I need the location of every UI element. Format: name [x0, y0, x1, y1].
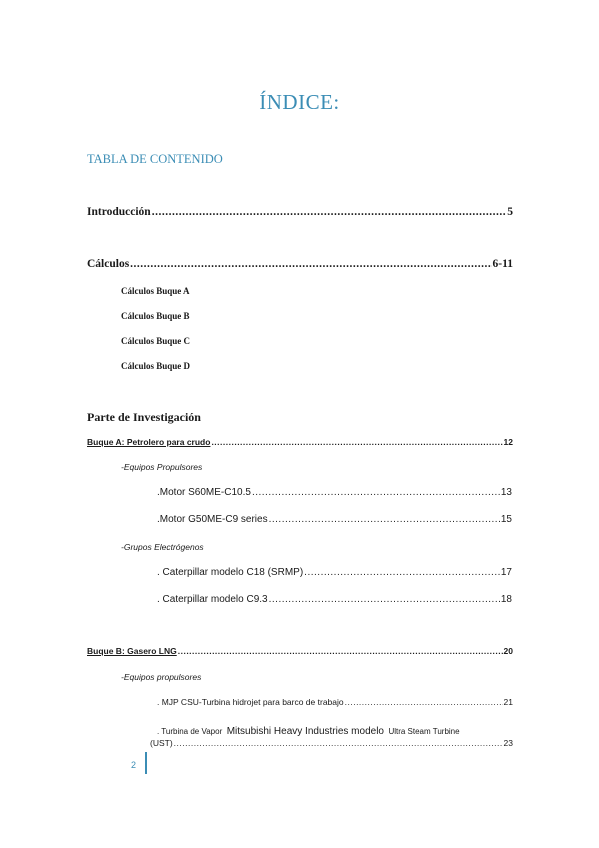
page-title: ÍNDICE: — [259, 90, 340, 114]
toc-entry-motor-s60[interactable] — [157, 487, 512, 498]
toc-entry-label-part2: Mitsubishi Heavy Industries modelo — [226, 726, 384, 737]
toc-entry-page: 13 — [500, 487, 512, 498]
toc-entry-label: . Caterpillar modelo C18 (SRMP) — [157, 567, 304, 578]
toc-entry-page: 17 — [500, 567, 512, 578]
toc-entry-label: . Caterpillar modelo C9.3 — [157, 594, 268, 605]
category-label-grupos: -Grupos Electrógenos — [121, 542, 204, 552]
section-heading-investigacion: Parte de Investigación — [87, 410, 201, 424]
toc-subentry-buque-a[interactable]: Cálculos Buque A — [121, 286, 190, 296]
toc-entry-page: 6-11 — [492, 258, 513, 270]
category-label-propulsores-b: -Equipos propulsores — [121, 672, 202, 682]
toc-entry-label: Cálculos — [87, 258, 130, 270]
toc-entry-page: 23 — [503, 738, 513, 748]
toc-entry-turbina-vapor-line2[interactable] — [150, 738, 513, 748]
toc-entry-label: .Motor S60ME-C10.5 — [157, 487, 251, 498]
toc-entry-label: .Motor G50ME-C9 series — [157, 514, 268, 525]
toc-entry-page: 21 — [503, 697, 513, 707]
toc-entry-label-part3: Ultra Steam Turbine — [388, 727, 460, 736]
toc-entry-page: 20 — [503, 646, 513, 656]
toc-entry-calculos[interactable] — [87, 258, 513, 270]
leader-dots — [252, 487, 500, 498]
toc-entry-label: Buque B: Gasero LNG — [87, 646, 177, 656]
toc-entry-label: . MJP CSU-Turbina hidrojet para barco de trabajo — [157, 697, 344, 707]
toc-entry-label: Introducción — [87, 206, 151, 218]
leader-dots — [152, 206, 507, 218]
toc-entry-turbina-vapor[interactable] — [157, 721, 513, 739]
toc-entry-label-part1: . Turbina de Vapor — [157, 727, 223, 736]
toc-entry-page: 18 — [500, 594, 512, 605]
leader-dots — [130, 258, 491, 270]
category-label-propulsores: -Equipos Propulsores — [121, 462, 203, 472]
toc-entry-label: Buque A: Petrolero para crudo — [87, 437, 211, 447]
leader-dots — [174, 738, 503, 748]
toc-entry-buque-b[interactable] — [87, 646, 513, 656]
toc-entry-caterpillar-c9[interactable] — [157, 594, 512, 605]
toc-subentry-buque-c[interactable]: Cálculos Buque C — [121, 336, 191, 346]
toc-entry-mjp-csu[interactable] — [157, 697, 513, 707]
page-number-accent-bar — [145, 752, 147, 774]
toc-subentry-buque-d[interactable]: Cálculos Buque D — [121, 361, 191, 371]
leader-dots — [211, 437, 502, 447]
toc-entry-page: 12 — [503, 437, 513, 447]
toc-entry-introduccion[interactable] — [87, 206, 513, 218]
toc-entry-buque-a[interactable] — [87, 437, 513, 447]
toc-entry-label: (UST) — [150, 738, 173, 748]
leader-dots — [304, 567, 500, 578]
toc-entry-caterpillar-c18[interactable] — [157, 567, 512, 578]
leader-dots — [345, 697, 503, 707]
toc-subentry-buque-b[interactable]: Cálculos Buque B — [121, 311, 190, 321]
leader-dots — [269, 514, 500, 525]
page-number: 2 — [131, 760, 137, 770]
toc-entry-page: 5 — [507, 206, 513, 218]
toc-entry-motor-g50[interactable] — [157, 514, 512, 525]
toc-entry-page: 15 — [500, 514, 512, 525]
leader-dots — [269, 594, 500, 605]
toc-heading: TABLA DE CONTENIDO — [87, 152, 223, 166]
leader-dots — [178, 646, 503, 656]
